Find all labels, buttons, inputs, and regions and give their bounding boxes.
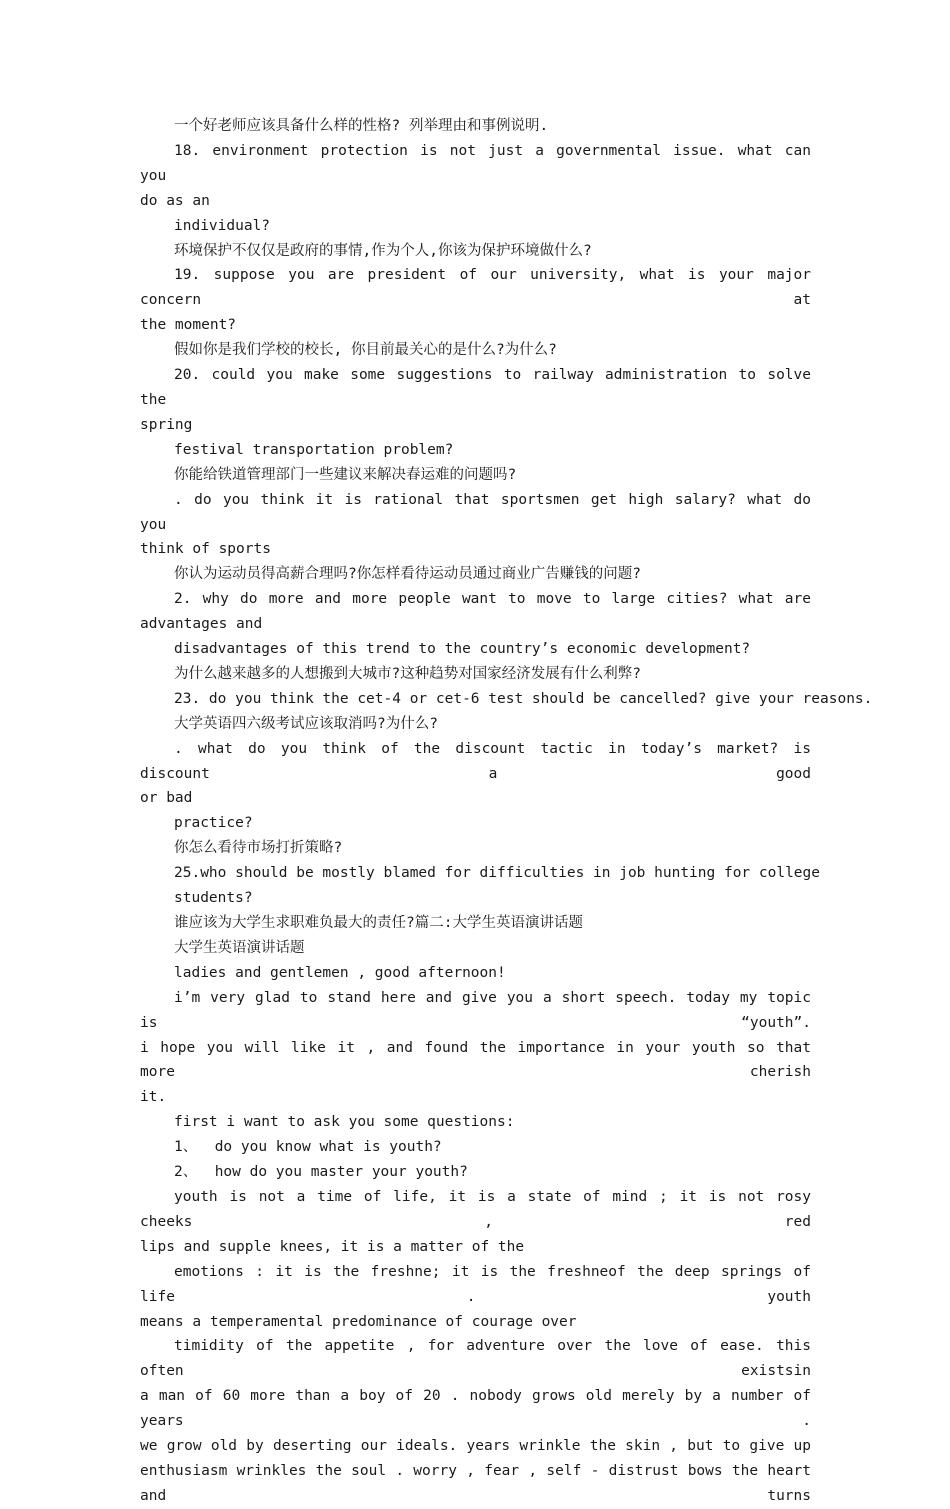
- text-line: it.: [140, 1089, 167, 1106]
- document-page: [140, 114, 873, 1509]
- text-line: 1、 do you know what is youth?: [174, 1139, 442, 1156]
- text-line: 19. suppose you are president of our university, what is your major concern at: [140, 267, 811, 309]
- text-line: a man of 60 more than a boy of 20 . nobody grows old merely by a number of years .: [140, 1388, 811, 1430]
- text-line: 你认为运动员得高薪合理吗?你怎样看待运动员通过商业广告赚钱的问题?: [174, 566, 641, 583]
- text-line: i hope you will like it , and found the importance in your youth so that more cherish: [140, 1039, 811, 1081]
- text-line: means a temperamental predominance of courage over: [140, 1313, 577, 1330]
- text-line: or bad: [140, 790, 193, 807]
- text-line: youth is not a time of life, it is a state of mind ; it is not rosy cheeks , red: [140, 1188, 811, 1230]
- text-line: 你能给铁道管理部门一些建议来解决春运难的问题吗?: [174, 466, 517, 483]
- text-line: 2. why do more and more people want to move to large cities? what are: [174, 591, 811, 608]
- text-line: ladies and gentlemen , good afternoon!: [174, 964, 506, 981]
- text-line: 大学生英语演讲话题: [174, 939, 305, 956]
- text-line: practice?: [174, 815, 253, 832]
- text-line: think of sports: [140, 541, 271, 558]
- text-line: . do you think it is rational that sportsmen get high salary? what do you: [140, 491, 811, 533]
- text-line: advantages and: [140, 616, 263, 633]
- text-line: 2、 how do you master your youth?: [174, 1164, 468, 1181]
- text-line: individual?: [174, 217, 271, 234]
- text-line: first i want to ask you some questions:: [174, 1114, 515, 1131]
- text-line: 23. do you think the cet-4 or cet-6 test should be cancelled? give your reasons.: [174, 690, 873, 707]
- text-line: do as an: [140, 192, 210, 209]
- text-line: 谁应该为大学生求职难负最大的责任?篇二:大学生英语演讲话题: [174, 915, 583, 931]
- text-line: . what do you think of the discount tactic in today’s market? is discount a good: [140, 740, 811, 782]
- text-line: spring: [140, 416, 193, 433]
- text-line: emotions : it is the freshne; it is the freshneof the deep springs of life . youth: [140, 1263, 811, 1305]
- text-line: enthusiasm wrinkles the soul . worry , fear , self - distrust bows the heart and turns: [140, 1462, 811, 1504]
- text-line: 为什么越来越多的人想搬到大城市?这种趋势对国家经济发展有什么利弊?: [174, 665, 641, 682]
- text-line: disadvantages of this trend to the country’s economic development?: [174, 641, 751, 658]
- text-line: 一个好老师应该具备什么样的性格? 列举理由和事例说明.: [174, 118, 549, 134]
- text-line: festival transportation problem?: [174, 441, 454, 458]
- text-line: i’m very glad to stand here and give you a short speech. today my topic is “youth”.: [140, 989, 811, 1031]
- text-line: students?: [174, 890, 253, 907]
- text-line: timidity of the appetite , for adventure over the love of ease. this often existsin: [140, 1338, 811, 1380]
- text-line: 25.who should be mostly blamed for difficulties in job hunting for college: [174, 865, 821, 882]
- text-line: lips and supple knees, it is a matter of the: [140, 1238, 525, 1255]
- text-line: 18. environment protection is not just a governmental issue. what can you: [140, 142, 811, 184]
- text-line: 你怎么看待市场打折策略?: [174, 840, 343, 857]
- text-line: 假如你是我们学校的校长, 你目前最关心的是什么?为什么?: [174, 342, 557, 359]
- text-line: 大学英语四六级考试应该取消吗?为什么?: [174, 715, 438, 732]
- text-line: the moment?: [140, 317, 237, 334]
- text-line: 环境保护不仅仅是政府的事情,作为个人,你该为保护环境做什么?: [174, 242, 592, 259]
- text-line: we grow old by deserting our ideals. years wrinkle the skin , but to give up: [140, 1438, 811, 1455]
- text-line: 20. could you make some suggestions to railway administration to solve the: [140, 367, 811, 408]
